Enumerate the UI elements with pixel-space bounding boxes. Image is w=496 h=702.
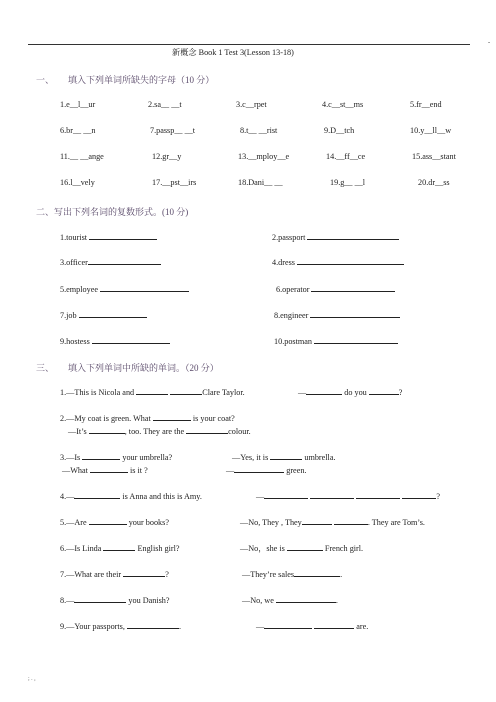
answer-blank[interactable] [314, 620, 354, 629]
s2-item: 3.officer [60, 256, 161, 267]
answer-blank[interactable] [92, 335, 170, 344]
s2-item: 10.postman [274, 335, 398, 346]
answer-blank[interactable] [89, 231, 157, 240]
answer-blank[interactable] [264, 620, 312, 629]
answer-blank[interactable] [234, 464, 284, 473]
s2-item: 4.dress [272, 256, 404, 267]
answer-blank[interactable] [270, 451, 302, 460]
answer-blank[interactable] [79, 309, 147, 318]
s1-item: 5.fr__end [410, 100, 442, 109]
answer-blank[interactable] [334, 516, 368, 525]
answer-blank[interactable] [302, 516, 332, 525]
s1-item: 9.D__tch [324, 126, 355, 135]
s1-item: 2.sa__ __t [148, 100, 182, 109]
page-title: 新概念 Book 1 Test 3(Lesson 13-18) [172, 48, 294, 57]
answer-blank[interactable] [136, 386, 168, 395]
s2-item: 2.passport [272, 231, 399, 242]
question-7-reply: —They’re sales . [242, 570, 343, 579]
s1-item: 16.l__vely [60, 178, 95, 187]
answer-blank[interactable] [297, 256, 404, 265]
answer-blank[interactable] [103, 542, 135, 551]
s1-item: 18.Dani__ __ [238, 178, 283, 187]
question-6: 6.—Is Linda English girl? [60, 544, 180, 553]
section3-number: 三、 [36, 363, 55, 373]
s1-item: 1.e__l__ur [60, 100, 96, 109]
question-9-reply: — are. [256, 622, 369, 631]
question-4: 4.— is Anna and this is Amy. [60, 492, 202, 501]
top-rule [28, 44, 470, 45]
s1-item: 12.gr__y [152, 152, 182, 161]
s1-item: 19.g__ __l [330, 178, 366, 187]
question-3: 3.—Is your umbrella? [60, 453, 173, 462]
answer-blank[interactable] [310, 490, 354, 499]
question-2-reply: —It’s , too. They are the colour. [68, 427, 251, 436]
answer-blank[interactable] [287, 542, 323, 551]
question-7: 7.—What are their ? [60, 570, 169, 579]
s1-item: 11.__ __ange [60, 152, 104, 161]
s2-item: 9.hostess [60, 335, 170, 346]
s1-item: 13.__mploy__e [238, 152, 290, 161]
answer-blank[interactable] [294, 568, 340, 577]
s1-item: 4.c__st__ms [322, 100, 364, 109]
answer-blank[interactable] [356, 490, 400, 499]
answer-blank[interactable] [88, 256, 161, 265]
answer-blank[interactable] [307, 231, 399, 240]
s1-item: 15.ass__stant [412, 152, 456, 161]
answer-blank[interactable] [74, 594, 126, 603]
section1-number: 一、 [36, 75, 55, 85]
answer-blank[interactable] [127, 620, 179, 629]
s1-item: 20.dr__ss [418, 178, 450, 187]
answer-blank[interactable] [186, 425, 228, 434]
answer-blank[interactable] [153, 412, 191, 421]
answer-blank[interactable] [82, 451, 120, 460]
s2-item: 7.job [60, 309, 147, 320]
corner-mark: . [488, 36, 491, 45]
question-5: 5.—Are your books? [60, 518, 169, 527]
answer-blank[interactable] [89, 516, 127, 525]
s1-item: 8.t__ __rist [240, 126, 278, 135]
answer-blank[interactable] [310, 309, 400, 318]
question-2: 2.—My coat is green. What is your coat? [60, 414, 235, 423]
answer-blank[interactable] [314, 335, 398, 344]
question-8-reply: —No, we . [242, 596, 338, 605]
answer-blank[interactable] [74, 490, 120, 499]
answer-blank[interactable] [100, 283, 189, 292]
question-3b-reply: — green. [226, 466, 307, 475]
s2-item: 6.operator [276, 283, 395, 294]
answer-blank[interactable] [276, 594, 336, 603]
answer-blank[interactable] [90, 464, 128, 473]
answer-blank[interactable] [402, 490, 436, 499]
s1-item: 10.y__ll__w [410, 126, 452, 135]
question-8: 8.— you Danish? [60, 596, 170, 605]
question-4-reply: — ? [256, 492, 440, 501]
s2-item: 5.employee [60, 283, 189, 294]
footer-mark: ; . , [28, 676, 36, 682]
question-3b: —What is it ? [62, 466, 148, 475]
answer-blank[interactable] [123, 568, 165, 577]
question-1: 1.—This is Nicola and Clare Taylor. [60, 388, 245, 397]
section2-heading: 二、写出下列名词的复数形式。(10 分) [36, 207, 189, 217]
answer-blank[interactable] [311, 283, 395, 292]
section3-heading: 填入下列单词中所缺的单词。（20 分） [68, 363, 219, 373]
s1-item: 7.passp__ __t [150, 126, 196, 135]
question-5-reply: —No, They , They . They are Tom’s. [240, 518, 425, 527]
answer-blank[interactable] [369, 386, 399, 395]
s1-item: 14.__ff__ce [326, 152, 366, 161]
s1-item: 3.c__rpet [236, 100, 267, 109]
section1-heading: 填入下列单词所缺失的字母（10 分） [68, 75, 215, 85]
answer-blank[interactable] [306, 386, 342, 395]
answer-blank[interactable] [264, 490, 308, 499]
question-3-reply: —Yes, it is umbrella. [232, 453, 336, 462]
question-6-reply: —No，she is French girl. [240, 544, 364, 553]
answer-blank[interactable] [89, 425, 125, 434]
s2-item: 1.tourist [60, 231, 157, 242]
answer-blank[interactable] [170, 386, 202, 395]
question-9: 9.—Your passports, . [60, 622, 181, 631]
s2-item: 8.engineer [274, 309, 400, 320]
question-1-reply: — do you ? [298, 388, 403, 397]
s1-item: 6.br__ __n [60, 126, 96, 135]
s1-item: 17.__pst__irs [152, 178, 197, 187]
